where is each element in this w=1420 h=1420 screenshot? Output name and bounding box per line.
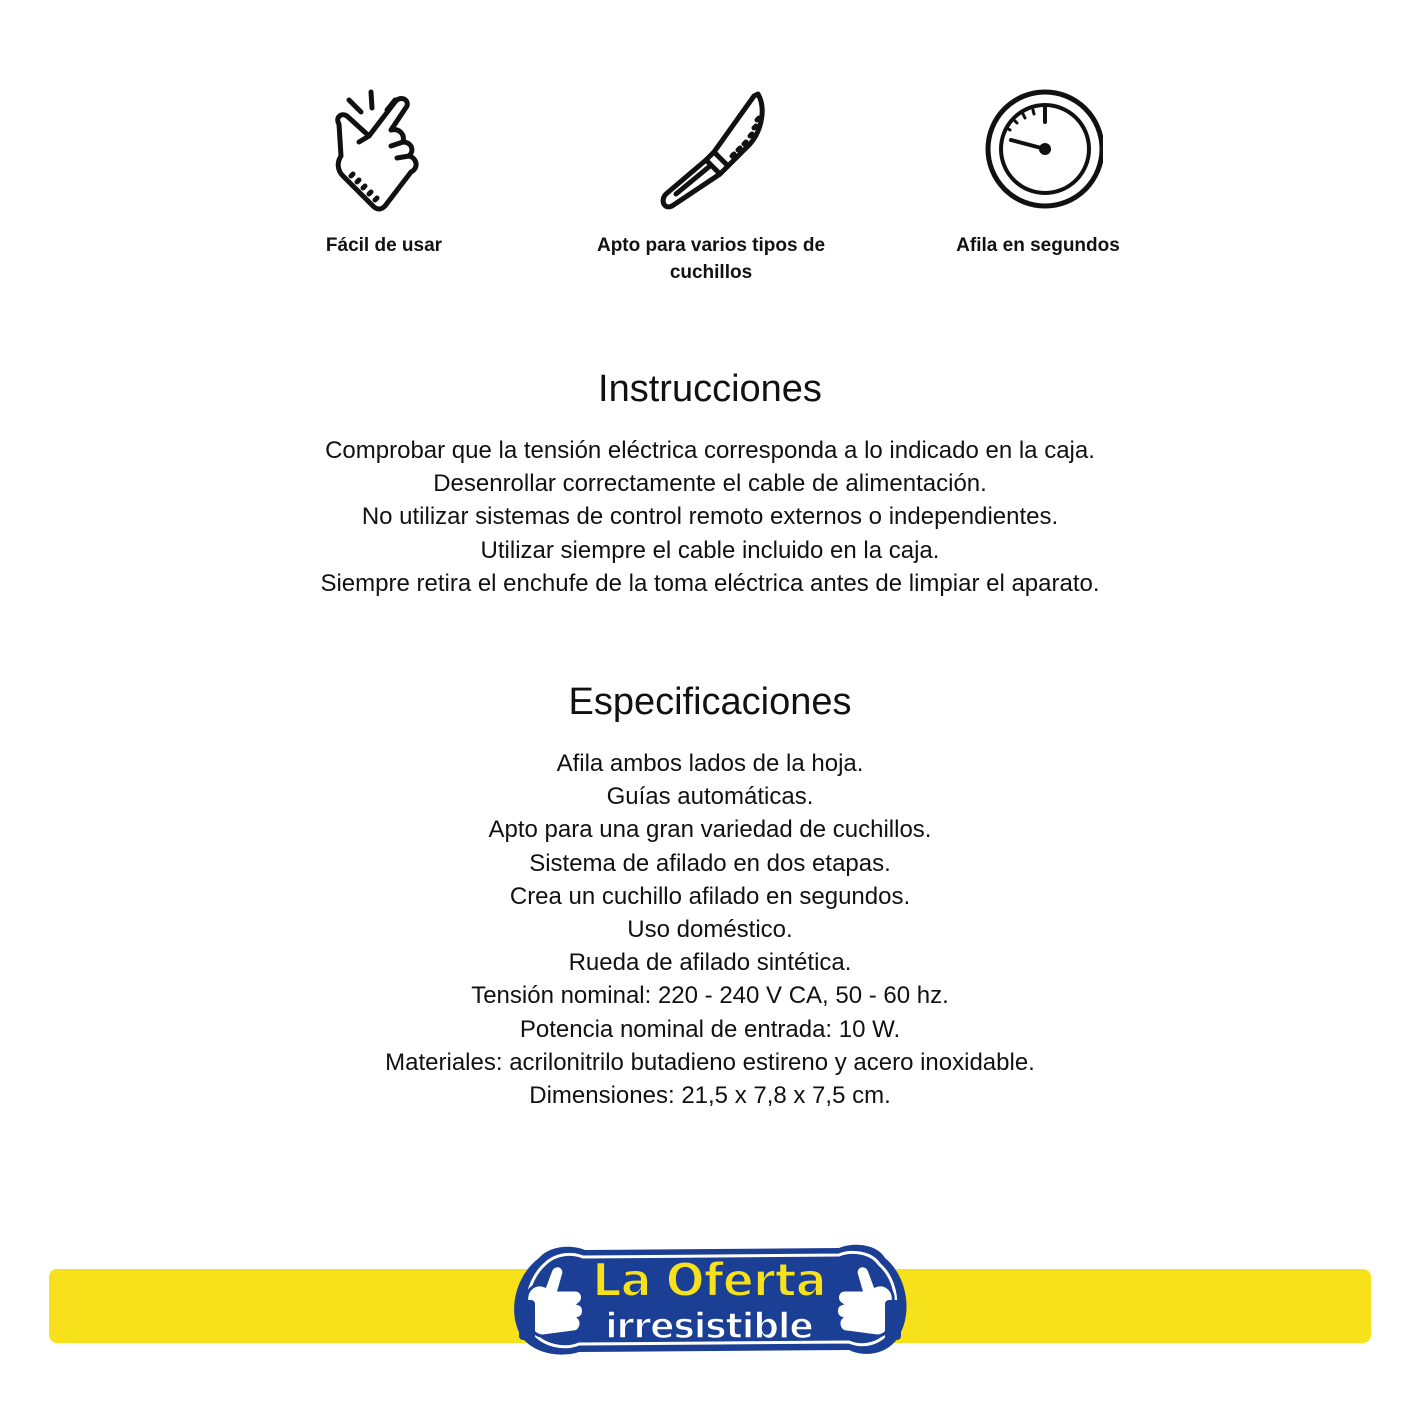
specifications-title: Especificaciones	[568, 681, 852, 723]
instructions-title: Instrucciones	[598, 368, 822, 410]
spec-line: Dimensiones: 21,5 x 7,8 x 7,5 cm.	[529, 1082, 891, 1110]
features-row	[0, 86, 1420, 306]
spec-line: Tensión nominal: 220 - 240 V CA, 50 - 60 hz.	[471, 982, 949, 1010]
spec-line: Crea un cuchillo afilado en segundos.	[509, 882, 911, 910]
spec-line: Guías automáticas.	[606, 783, 814, 811]
svg-text:irresistible: irresistible	[605, 1306, 813, 1347]
spec-line: Materiales: acrilonitrilo butadieno estireno y acero inoxidable.	[385, 1048, 1035, 1076]
instruction-line: Siempre retira el enchufe de la toma eléctrica antes de limpiar el aparato.	[320, 569, 1100, 597]
instruction-line: No utilizar sistemas de control remoto externos o independientes.	[361, 503, 1059, 531]
specifications-section	[0, 679, 1420, 1112]
spec-line: Rueda de afilado sintética.	[568, 949, 852, 977]
spec-line: Uso doméstico.	[627, 916, 793, 944]
svg-text:La Oferta: La Oferta	[592, 1253, 826, 1307]
feature-knife-types	[571, 86, 851, 286]
instructions-section	[0, 366, 1420, 600]
la-oferta-irresistible-logo	[509, 1240, 911, 1358]
spec-line: Afila ambos lados de la hoja.	[556, 750, 864, 777]
finger-snap-icon	[319, 86, 449, 216]
specifications-list	[0, 747, 1420, 1112]
instruction-line: Utilizar siempre el cable incluido en la caja.	[480, 536, 940, 564]
spec-line: Apto para una gran variedad de cuchillos.	[488, 816, 932, 844]
spec-line: Potencia nominal de entrada: 10 W.	[519, 1015, 901, 1043]
feature-label: Apto para varios tipos de cuchillos	[596, 235, 826, 283]
instructions-list	[0, 434, 1420, 600]
spec-line: Sistema de afilado en dos etapas.	[529, 849, 891, 877]
feature-seconds	[898, 86, 1178, 259]
feature-label: Fácil de usar	[325, 235, 443, 256]
instruction-line: Desenrollar correctamente el cable de alimentación.	[433, 470, 987, 498]
knife-icon	[646, 86, 776, 216]
stopwatch-icon	[973, 86, 1103, 216]
instruction-line: Comprobar que la tensión eléctrica corresponda a lo indicado en la caja.	[325, 437, 1095, 464]
feature-label: Afila en segundos	[956, 235, 1120, 256]
feature-easy-to-use	[244, 86, 524, 259]
